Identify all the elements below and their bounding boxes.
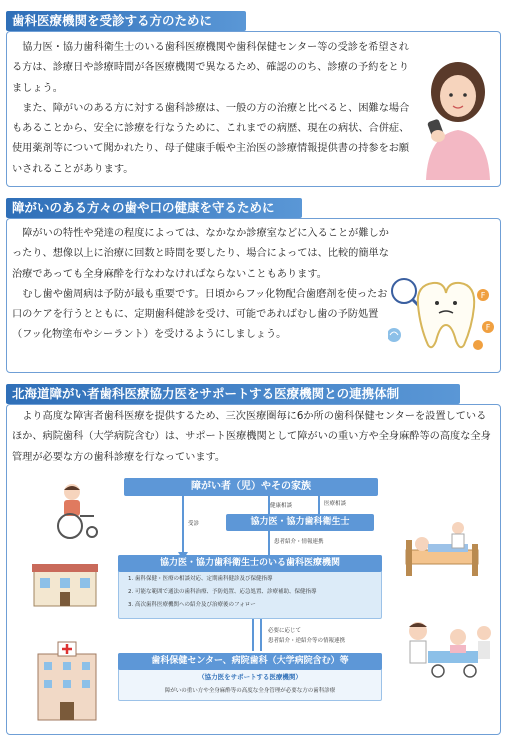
center-description: 障がいの重い方や全身麻酔等の高度な全身管理が必要な方の歯科診療 — [164, 688, 336, 694]
medical-consult-label: 医療相談 — [324, 501, 347, 507]
dental-clinic-building-illustration — [30, 560, 100, 608]
svg-text:F: F — [485, 323, 491, 332]
referral-line — [268, 531, 270, 555]
coop-hygienist-box: 協力医・協力歯科衛生士 — [226, 514, 374, 531]
section2-paragraph-1: 障がいの特性や発達の程度によっては、なかなか診療室などに入ることが難しかったり、想像以上に治療に回数と時間を要したり、場合によっては、比較的簡単な治療であっても全身麻酔を行なわなければならないこともあります。 — [12, 228, 389, 280]
woman-with-phone-illustration — [418, 40, 498, 180]
section3-paragraph-1: より高度な障害者歯科医療を提供するため、三次医療圏毎に6か所の歯科保健センターを設置しているほか、病院歯科（大学病院含む）は、サポート医療機関として障がいの重い方や全身麻酔等の高度な全身管理が必要な方の歯科診療を行なっています。 — [12, 411, 491, 463]
wheelchair-child-illustration — [50, 482, 102, 540]
center-title: 歯科保健センター、病院歯科（大学病院含む）等 — [118, 653, 382, 670]
bedridden-patient-illustration — [402, 520, 482, 578]
as-needed-label: 必要に応じて — [268, 628, 302, 634]
teeth-characters-illustration — [388, 265, 500, 355]
as-needed-line-down — [252, 619, 254, 651]
institution-item-1: 1. 歯科保健・医療の相談対応、定期歯科健診及び保健指導 — [128, 576, 273, 582]
svg-text:F: F — [480, 291, 486, 300]
center-subtitle: （協力医をサポートする医療機関） — [198, 673, 302, 681]
health-consult-label: 健康相談 — [270, 503, 293, 509]
section1-text — [12, 38, 414, 180]
visit-label: 受診 — [188, 521, 200, 527]
section1-paragraph-1: 協力医・協力歯科衛生士のいる歯科医療機関や歯科保健センター等の受診を希望される方は、診療日や診療時間が各医療機関で異なるため、確認ののち、診療の予約をとりましょう。 — [12, 42, 409, 94]
referral-info-label: 患者紹介・情報連携 — [274, 539, 324, 545]
section1-title: 歯科医療機関を受診する方のために — [6, 11, 246, 31]
family-box: 障がい者（児）やその家族 — [124, 478, 378, 496]
section3-title: 北海道障がい者歯科医療協力医をサポートする医療機関との連携体制 — [6, 384, 460, 404]
as-needed-line-up — [260, 619, 262, 651]
section2-title: 障がいのある方々の歯や口の健康を守るために — [6, 198, 302, 218]
institution-item-3: 3. 高次歯科医療機関への紹介及び治療後のフォロー — [128, 602, 256, 608]
section1-paragraph-2: また、障がいのある方に対する歯科診療は、一般の方の治療と比べると、困難な場合もあることから、安全に診療を行なうために、これまでの病歴、現在の病状、合併症、使用薬剤等について聞かれたり、母子健康手帳や主治医の診療情報提供書の持参をお願いされることがあります。 — [12, 102, 410, 175]
patient-referral-label: 患者紹介・逆紹介等の情報連携 — [268, 638, 346, 644]
hospital-building-illustration — [32, 640, 102, 722]
section2-paragraph-2: むし歯や歯周病は予防が最も重要です。日頃からフッ化物配合歯磨剤を使ったお口のケアを行うとともに、定期歯科健診を受け、可能であればむし歯の予防処置（フッ化物塗布やシーラント）を受けるようにしましょう。 — [12, 288, 388, 341]
dental-checkup-illustration — [398, 615, 496, 681]
medical-consult-line — [318, 496, 320, 514]
section3-text — [12, 407, 492, 468]
institution-item-2: 2. 可能な範囲で通法の歯科治療、予防処置、応急処置、診療補助、保健指導 — [128, 589, 317, 595]
section2-text — [12, 224, 390, 346]
visit-line — [182, 496, 184, 554]
institution-title: 協力医・協力歯科衛生士のいる歯科医療機関 — [118, 555, 382, 572]
